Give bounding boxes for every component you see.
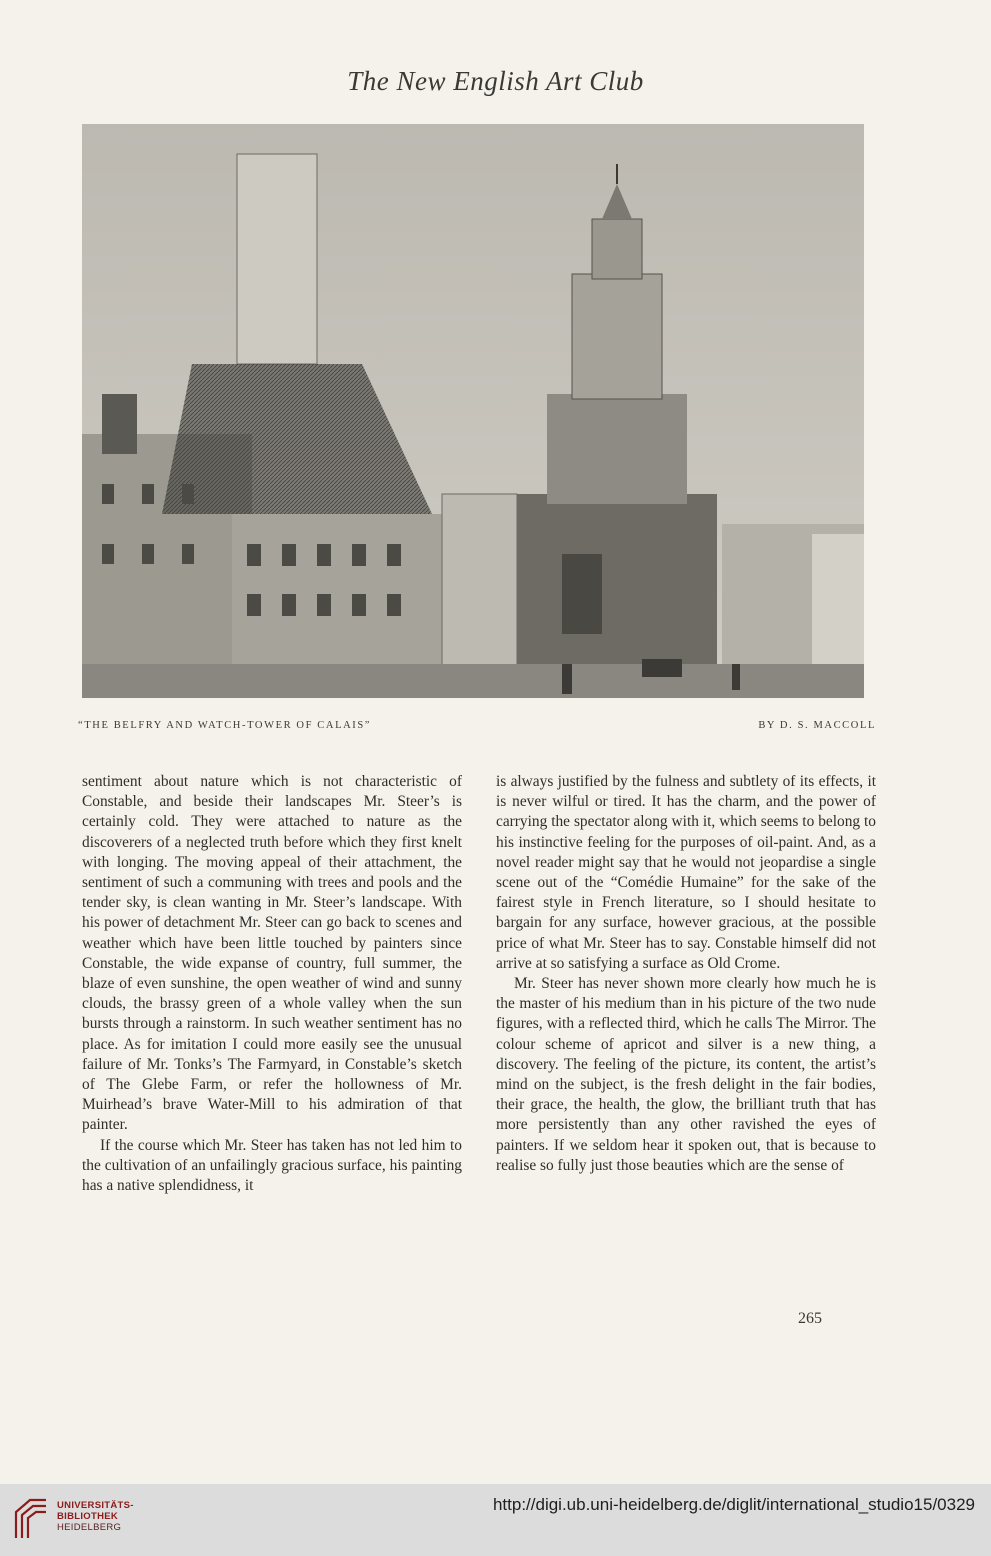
paragraph: Mr. Steer has never shown more clearly how much he is the master of his medium than in his picture of the two nude figures, with a reflected third, which he calls The Mirror. The colour scheme of apricot and silver is a new thing, a discovery. The feeling of the picture, its content, the artist’s mind on the subject, is the fresh delight in the fair bodies, their grace, the health, the glow, the brilliant truth that has more persistently than any other ravished the eyes of painters. If we seldom hear it spoken out, that is because to realise so fully just those beauties which are the sense of <box>496 975 876 1174</box>
column-right <box>496 772 876 1196</box>
page-number: 265 <box>798 1310 822 1327</box>
library-name <box>57 1500 134 1533</box>
text-columns <box>82 772 876 1196</box>
digitization-footer <box>0 1484 991 1556</box>
library-name-line: UNIVERSITÄTS- <box>57 1500 134 1511</box>
paragraph: If the course which Mr. Steer has taken has not led him to the cultivation of an unfailingly gracious surface, his painting has a native splendidness, it <box>82 1136 462 1195</box>
column-left <box>82 772 462 1196</box>
library-name-line: BIBLIOTHEK <box>57 1511 119 1522</box>
running-head: The New English Art Club <box>347 66 644 96</box>
source-url[interactable]: http://digi.ub.uni-heidelberg.de/diglit/international_studio15/0329 <box>492 1495 975 1514</box>
paragraph: sentiment about nature which is not characteristic of Constable, and beside their landscapes Mr. Steer’s is certainly cold. They were attached to nature as the discoverers of a neglected truth before which they first knelt with longing. The moving appeal of their attachment, the sentiment of such a communing with trees and pools and the tender sky, is clean wanting in Mr. Steer’s landscape. With his power of detachment Mr. Steer can go back to scenes and weather which have been little touched by painters since Constable, the wide expanse of country, full summer, the blaze of even sunshine, the open weather of wind and sunny clouds, the brassy green of a whole valley when the sun bursts through a rainstorm. In such weather sentiment has no place. As for imitation I could more easily see the unusual failure of Mr. Tonks’s The Farmyard, in Constable’s sketch of The Glebe Farm, or refer the hollowness of Mr. Muirhead’s brave Water-Mill to his admiration of that painter. <box>82 773 462 1134</box>
belfry-drawing <box>82 124 864 698</box>
library-name-line: HEIDELBERG <box>57 1522 122 1533</box>
plate-caption-credit: BY D. S. MACCOLL <box>758 720 876 731</box>
library-logo-icon <box>14 1498 48 1540</box>
illustration-plate <box>82 124 864 698</box>
plate-caption-title: “THE BELFRY AND WATCH-TOWER OF CALAIS” <box>78 720 372 731</box>
paragraph: is always justified by the fulness and subtlety of its effects, it is never wilful or tired. It has the charm, and the power of carrying the spectator along with it, which seems to belong to his instinctive feeling for the purposes of oil-paint. And, as a novel reader might say that he would not jeopardise a single scene out of the “Comédie Humaine” for the sake of the fairest style in French literature, so I should hesitate to bargain for any surface, however gracious, at the possible price of what Mr. Steer has to say. Constable himself did not arrive at so satisfying a surface as Old Crome. <box>496 773 876 972</box>
